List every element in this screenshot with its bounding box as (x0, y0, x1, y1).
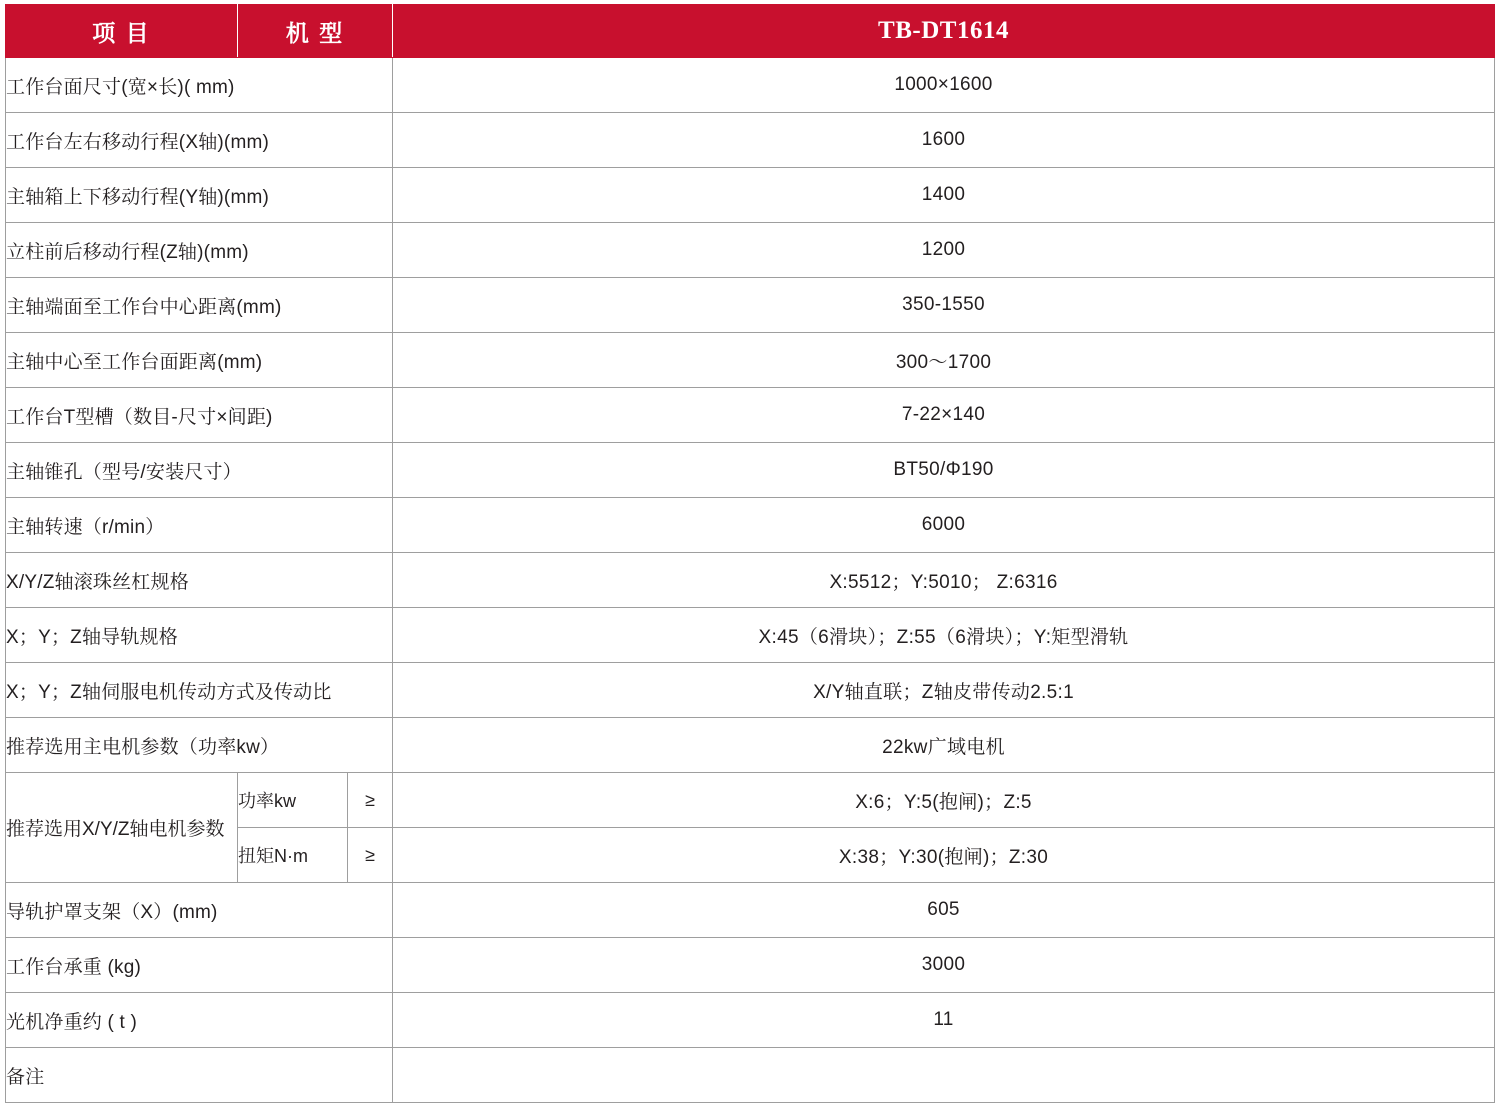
row-label: X；Y；Z轴导轨规格 (6, 608, 393, 663)
row-label: X；Y；Z轴伺服电机传动方式及传动比 (6, 663, 393, 718)
table-row (6, 993, 1495, 1048)
row-label: X/Y/Z轴滚珠丝杠规格 (6, 553, 393, 608)
row-value: X:45（6滑块）；Z:55（6滑块）；Y:矩型滑轨 (393, 608, 1495, 663)
table-row (6, 223, 1495, 278)
header-item-cell: 项 目 (6, 5, 238, 58)
row-value: 1000×1600 (393, 58, 1495, 113)
table-row (6, 883, 1495, 938)
specification-table (5, 4, 1495, 1103)
motor-torque-value: X:38；Y:30(抱闸)；Z:30 (393, 828, 1495, 883)
row-value: 3000 (393, 938, 1495, 993)
header-type-cell: 机 型 (238, 5, 393, 58)
row-label: 推荐选用主电机参数（功率kw） (6, 718, 393, 773)
row-label: 主轴中心至工作台面距离(mm) (6, 333, 393, 388)
table-row-remark (6, 1048, 1495, 1103)
table-row (6, 938, 1495, 993)
row-label: 光机净重约 ( t ) (6, 993, 393, 1048)
header-model-cell: TB-DT1614 (393, 5, 1495, 58)
table-row (6, 388, 1495, 443)
row-value: 6000 (393, 498, 1495, 553)
row-value: 605 (393, 883, 1495, 938)
spec-sheet (0, 4, 1500, 1098)
row-value: 1200 (393, 223, 1495, 278)
row-value: 1600 (393, 113, 1495, 168)
row-value: 22kw广域电机 (393, 718, 1495, 773)
table-row (6, 553, 1495, 608)
table-row (6, 278, 1495, 333)
table-header-row (6, 5, 1495, 58)
row-label: 工作台T型槽（数目-尺寸×间距) (6, 388, 393, 443)
table-row (6, 663, 1495, 718)
row-value: BT50/Φ190 (393, 443, 1495, 498)
row-label: 主轴锥孔（型号/安装尺寸） (6, 443, 393, 498)
row-value: X:5512；Y:5010； Z:6316 (393, 553, 1495, 608)
row-label: 导轨护罩支架（X）(mm) (6, 883, 393, 938)
table-row (6, 113, 1495, 168)
motor-power-symbol: ≥ (348, 773, 393, 828)
motor-torque-label: 扭矩N·m (238, 828, 348, 883)
table-row (6, 608, 1495, 663)
row-label: 立柱前后移动行程(Z轴)(mm) (6, 223, 393, 278)
row-value: 1400 (393, 168, 1495, 223)
motor-row-power (6, 773, 1495, 828)
row-value: 7-22×140 (393, 388, 1495, 443)
row-label: 主轴端面至工作台中心距离(mm) (6, 278, 393, 333)
row-value: 300～1700 (393, 333, 1495, 388)
motor-group-label: 推荐选用X/Y/Z轴电机参数 (6, 773, 238, 883)
table-row (6, 498, 1495, 553)
row-value: 350-1550 (393, 278, 1495, 333)
row-value: X/Y轴直联；Z轴皮带传动2.5:1 (393, 663, 1495, 718)
table-row (6, 168, 1495, 223)
row-label: 主轴转速（r/min） (6, 498, 393, 553)
motor-power-value: X:6；Y:5(抱闸)；Z:5 (393, 773, 1495, 828)
table-row (6, 443, 1495, 498)
row-label: 主轴箱上下移动行程(Y轴)(mm) (6, 168, 393, 223)
table-row (6, 718, 1495, 773)
motor-torque-symbol: ≥ (348, 828, 393, 883)
row-label: 工作台面尺寸(宽×长)( mm) (6, 58, 393, 113)
row-label: 工作台承重 (kg) (6, 938, 393, 993)
row-label: 工作台左右移动行程(X轴)(mm) (6, 113, 393, 168)
table-row (6, 333, 1495, 388)
motor-power-label: 功率kw (238, 773, 348, 828)
row-label: 备注 (6, 1048, 393, 1103)
row-value: 11 (393, 993, 1495, 1048)
table-row (6, 58, 1495, 113)
row-value (393, 1048, 1495, 1103)
